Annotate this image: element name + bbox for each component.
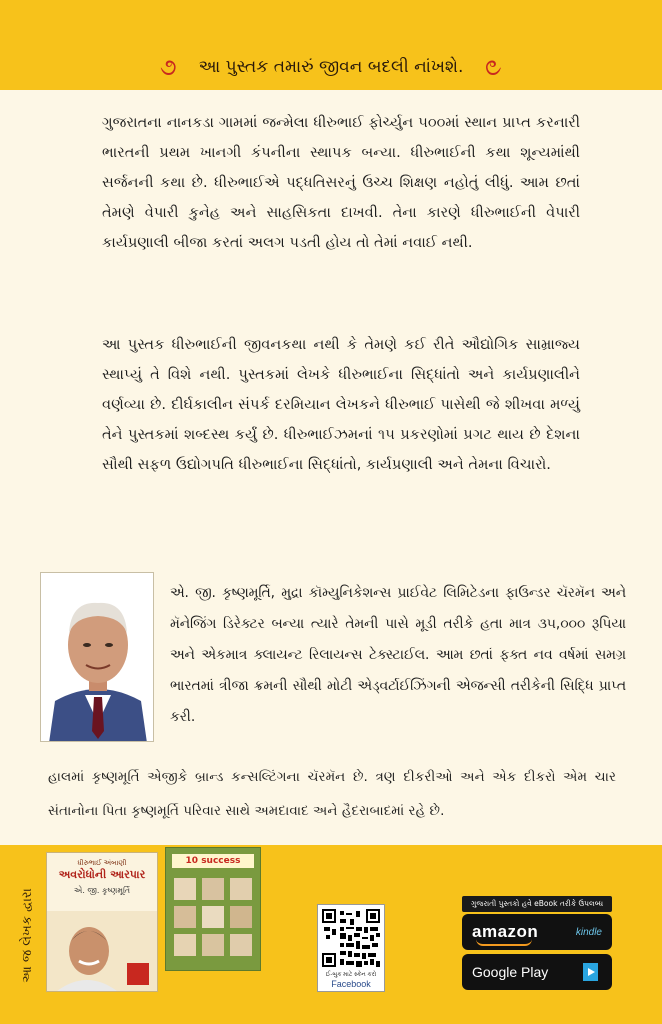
amazon-logo [472, 922, 538, 942]
book-2-title: 10 success [172, 854, 254, 868]
qr-ebook-label: ઈ-બુક માટે સ્કેન કરો [325, 972, 377, 978]
qr-code-icon [322, 909, 380, 967]
ornament-right-icon: ૭ [485, 53, 503, 81]
facebook-qr-code[interactable] [317, 904, 385, 992]
tagline: આ પુસ્તક તમારું જીવન બદલી નાંખશે. [198, 57, 464, 77]
book-1-author: એ. જી. કૃષ્ણમૂર્તિ [73, 886, 131, 895]
book-description-paragraph: આ પુસ્તક ધીરુભાઈની જીવનકથા નથી કે તેમણે કઈ રીતે ઔદ્યોગિક સામ્રાજ્ય સ્થાપ્યું તે વિશે નથી. પુસ્તકમાં લેખકે ધીરુભાઈના સિદ્ધાંતો અને કાર્યપ્રણાલીને વર્ણવ્યા છે. દીર્ઘકાલીન સંપર્ક દરમિયાન લેખકને ધીરુભાઈ પાસેથી જે શીખવા મળ્યું તેને પુસ્તકમાં શબ્દસ્થ કર્યું છે. ધીરુભાઈઝમનાં ૧૫ પ્રકરણોમાં પ્રગટ થાય છે દેશના સૌથી સફળ ઉદ્યોગપતિ ધીરુભાઈના સિદ્ધાંતો, કાર્યપ્રણાલી અને તેમના વિચારો. [102, 336, 580, 473]
author-photo [40, 572, 154, 742]
amazon-smile-icon [476, 939, 532, 946]
kindle-label: kindle [575, 926, 602, 938]
book-1-portrait [47, 911, 157, 991]
qr-caption [318, 972, 384, 989]
amazon-label: amazon [472, 922, 539, 941]
ebook-availability-heading: ગુજરાતી પુસ્તકો હવે eBook તરીકે ઉપલબ્ધ [462, 896, 612, 912]
book-1-top-line: ધીરુભાઈ અંબાણી [77, 859, 127, 867]
google-play-button[interactable] [462, 954, 612, 990]
book-1-title: અવરોધોની આરપાર [58, 868, 146, 881]
amazon-kindle-button[interactable] [462, 914, 612, 950]
book-cover-avrodhoni-aarpar[interactable] [46, 852, 158, 992]
intro-paragraph: ગુજરાતના નાનકડા ગામમાં જન્મેલા ધીરુભાઈ ફોર્ચ્યુન ૫૦૦માં સ્થાન પ્રાપ્ત કરનારી ભારતની પ્રથમ ખાનગી કંપનીના સ્થાપક બન્યા. ધીરુભાઈની કથા શૂન્યમાંથી સર્જનની કથા છે. ધીરુભાઈએ પદ્ધતિસરનું ઉચ્ચ શિક્ષણ નહોતું લીધું. આમ છતાં તેમણે વેપારી કુનેહ અને સાહસિકતા દાખવી. તેના કારણે ધીરુભાઈની વેપારી કાર્યપ્રણાલી બીજા કરતાં અલગ પડતી હોય તો તેમાં નવાઈ નથી. [102, 114, 580, 251]
book-cover-10-success[interactable] [165, 847, 261, 971]
google-play-label: Google Play [472, 964, 549, 980]
ornament-left-icon: ૭ [159, 53, 177, 81]
same-author-label [12, 855, 42, 1015]
same-author-label-text: આ જ લેખક દ્વારા [19, 887, 35, 983]
author-bio: એ. જી. કૃષ્ણમૂર્તિ, મુદ્રા કૉમ્યુનિકેશન્સ પ્રાઈવેટ લિમિટેડના ફાઉન્ડર ચૅરમૅન અને મૅનેજિંગ ડિરેક્ટર બન્યા ત્યારે તેમની પાસે મૂડી તરીકે હતા માત્ર ૩૫,૦૦૦ રૂપિયા અને એકમાત્ર ક્લાયન્ટ રિલાયન્સ ટેક્સ્ટાઈલ. આમ છતાં ફક્ત નવ વર્ષમાં સમગ્ર ભારતમાં ત્રીજા ક્રમની સૌથી મોટી એડ્વર્ટાઈઝિંગની એજન્સી તરીકેની સિદ્ધિ પ્રાપ્ત કરી. [170, 585, 626, 725]
google-play-books-icon [580, 961, 602, 983]
book-2-photo-grid [166, 874, 260, 970]
author-family-paragraph: હાલમાં કૃષ્ણમૂર્તિ એજીકે બ્રાન્ડ કન્સલ્ટિંગના ચૅરમૅન છે. ત્રણ દીકરીઓ અને એક દીકરો એમ ચાર સંતાનોના પિતા કૃષ્ણમૂર્તિ પરિવાર સાથે અમદાવાદ અને હૈદરાબાદમાં રહે છે. [48, 769, 616, 819]
facebook-label: Facebook [331, 979, 371, 989]
tagline-banner [0, 42, 662, 92]
